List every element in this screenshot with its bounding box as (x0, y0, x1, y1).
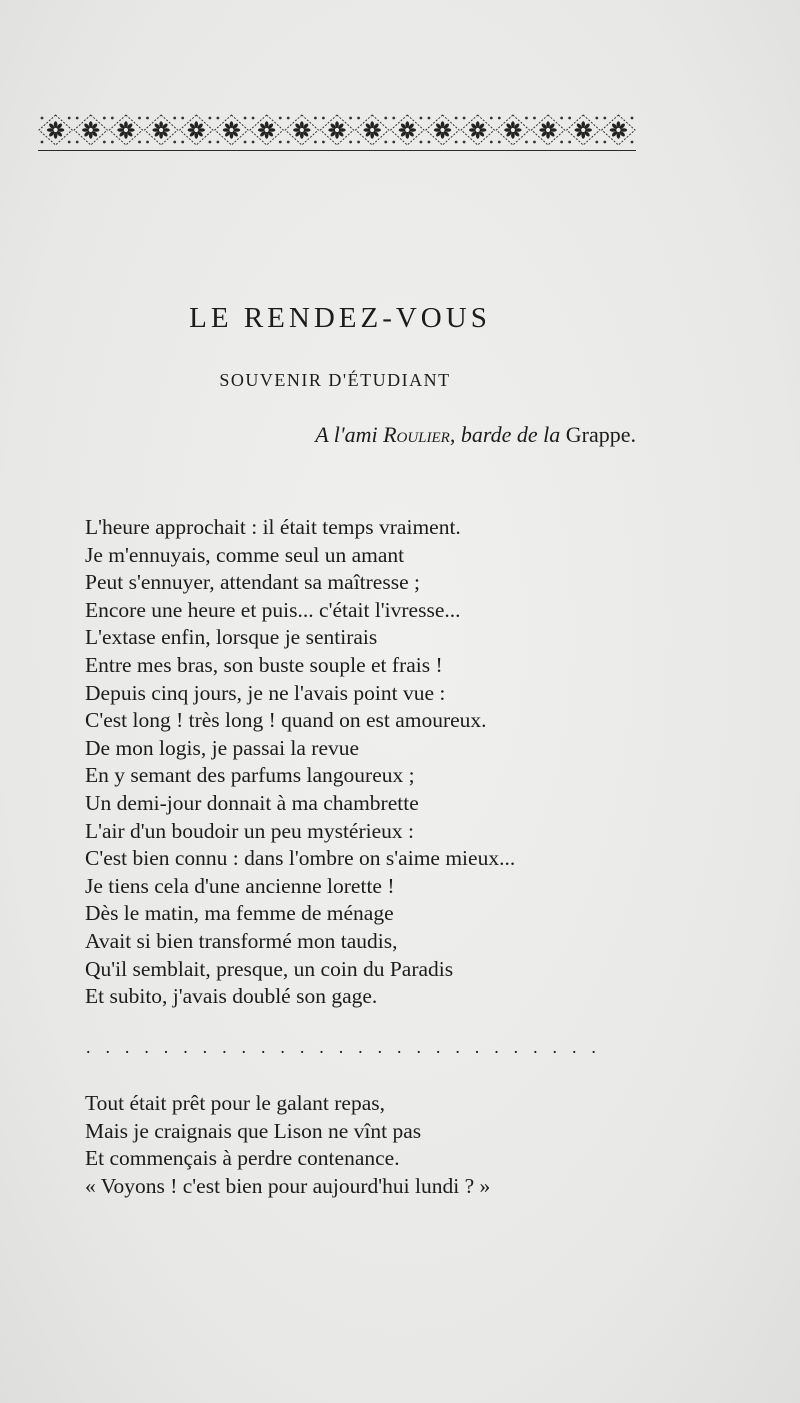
rosette-ornament-icon (426, 115, 459, 145)
verse-line: Je tiens cela d'une ancienne lorette ! (85, 873, 395, 898)
separator-dot: . (144, 1037, 149, 1057)
verse-line: Tout était prêt pour le galant repas, (85, 1091, 385, 1115)
poem-subtitle: SOUVENIR D'ÉTUDIANT (219, 370, 451, 390)
dedication (315, 422, 636, 448)
separator-dot: . (86, 1037, 91, 1057)
verse-line: Et commençais à perdre contenance. (85, 1146, 400, 1171)
separator-dot: . (260, 1037, 266, 1057)
verse-line: En y semant des parfums langoureux ; (85, 763, 415, 788)
rosette-ornament-icon (39, 115, 72, 145)
separator-dot: . (202, 1037, 208, 1057)
rosette-ornament-icon (285, 115, 318, 145)
verse-line: Je m'ennuyais, comme seul un amant (85, 542, 405, 567)
separator-dot: . (319, 1037, 324, 1057)
separator-dot: . (280, 1037, 285, 1057)
separator-dot: . (377, 1037, 383, 1057)
rosette-ornament-icon (145, 115, 178, 145)
separator-dot: . (105, 1037, 110, 1057)
separator-dot: . (241, 1037, 246, 1057)
separator-dot: . (183, 1037, 188, 1057)
verse-line: « Voyons ! c'est bien pour aujourd'hui lundi ? » (85, 1173, 491, 1198)
verse-line: Avait si bien transformé mon taudis, (85, 928, 398, 953)
rosette-ornament-icon (356, 115, 389, 145)
rosette-ornament-icon (320, 115, 353, 145)
verse-line: L'heure approchait : il était temps vraiment. (85, 515, 461, 539)
rosette-ornament-icon (461, 115, 494, 145)
separator-dot: . (397, 1037, 402, 1057)
separator-dot: . (222, 1037, 227, 1057)
rosette-ornament-icon (567, 115, 600, 145)
separator-dot: . (494, 1037, 499, 1057)
rosette-ornament-icon (531, 115, 564, 145)
verse-line: Encore une heure et puis... c'était l'ivresse... (85, 597, 461, 622)
separator-dot: . (435, 1037, 441, 1057)
rosette-ornament-icon (74, 115, 107, 145)
separator-dot: . (533, 1037, 538, 1057)
section-separator (86, 1038, 596, 1056)
separator-dot: . (552, 1037, 557, 1057)
rosette-ornament-icon (391, 115, 424, 145)
separator-dot: . (358, 1037, 363, 1057)
rosette-ornament-icon (215, 115, 248, 145)
verse-line: C'est bien connu : dans l'ombre on s'aime mieux... (85, 846, 516, 871)
verse-line: C'est long ! très long ! quand on est amoureux. (85, 708, 487, 733)
verse-line: L'air d'un boudoir un peu mystérieux : (85, 818, 414, 843)
dedication-name: Roulier, (383, 422, 456, 447)
poem-title: LE RENDEZ-VOUS (189, 302, 491, 334)
separator-dot: . (338, 1037, 344, 1057)
dedication-prefix: A l'ami (315, 422, 378, 447)
stanza-1 (85, 514, 515, 1011)
separator-dot: . (299, 1037, 305, 1057)
separator-dot: . (124, 1037, 130, 1057)
separator-dot: . (571, 1037, 577, 1057)
dedication-work: Grappe. (565, 422, 636, 447)
verse-line: Dès le matin, ma femme de ménage (85, 901, 394, 926)
rosette-ornament-icon (602, 115, 635, 145)
separator-dot: . (455, 1037, 460, 1057)
verse-line: Entre mes bras, son buste souple et frais ! (85, 652, 443, 677)
rosette-ornament-icon (496, 115, 529, 145)
dedication-middle: barde de la (460, 422, 561, 447)
separator-dot: . (474, 1037, 480, 1057)
rosette-ornament-icon (250, 115, 283, 145)
stanza-2 (85, 1090, 490, 1200)
rosette-ornament-icon (180, 115, 213, 145)
separator-dot: . (513, 1037, 519, 1057)
verse-line: Et subito, j'avais doublé son gage. (85, 984, 378, 1009)
verse-line: Un demi-jour donnait à ma chambrette (85, 790, 419, 815)
verse-line: Peut s'ennuyer, attendant sa maîtresse ; (85, 570, 420, 595)
verse-line: De mon logis, je passai la revue (85, 735, 360, 760)
separator-dot: . (163, 1037, 169, 1057)
separator-dot: . (416, 1037, 421, 1057)
verse-line: Mais je craignais que Lison ne vînt pas (85, 1118, 422, 1143)
decorative-header-band (38, 112, 636, 148)
verse-line: L'extase enfin, lorsque je sentirais (85, 625, 378, 650)
verse-line: Depuis cinq jours, je ne l'avais point vue : (85, 680, 446, 705)
rosette-ornament-icon (109, 115, 142, 145)
verse-line: Qu'il semblait, presque, un coin du Paradis (85, 956, 454, 981)
header-rule (38, 150, 636, 151)
separator-dot: . (591, 1037, 596, 1057)
